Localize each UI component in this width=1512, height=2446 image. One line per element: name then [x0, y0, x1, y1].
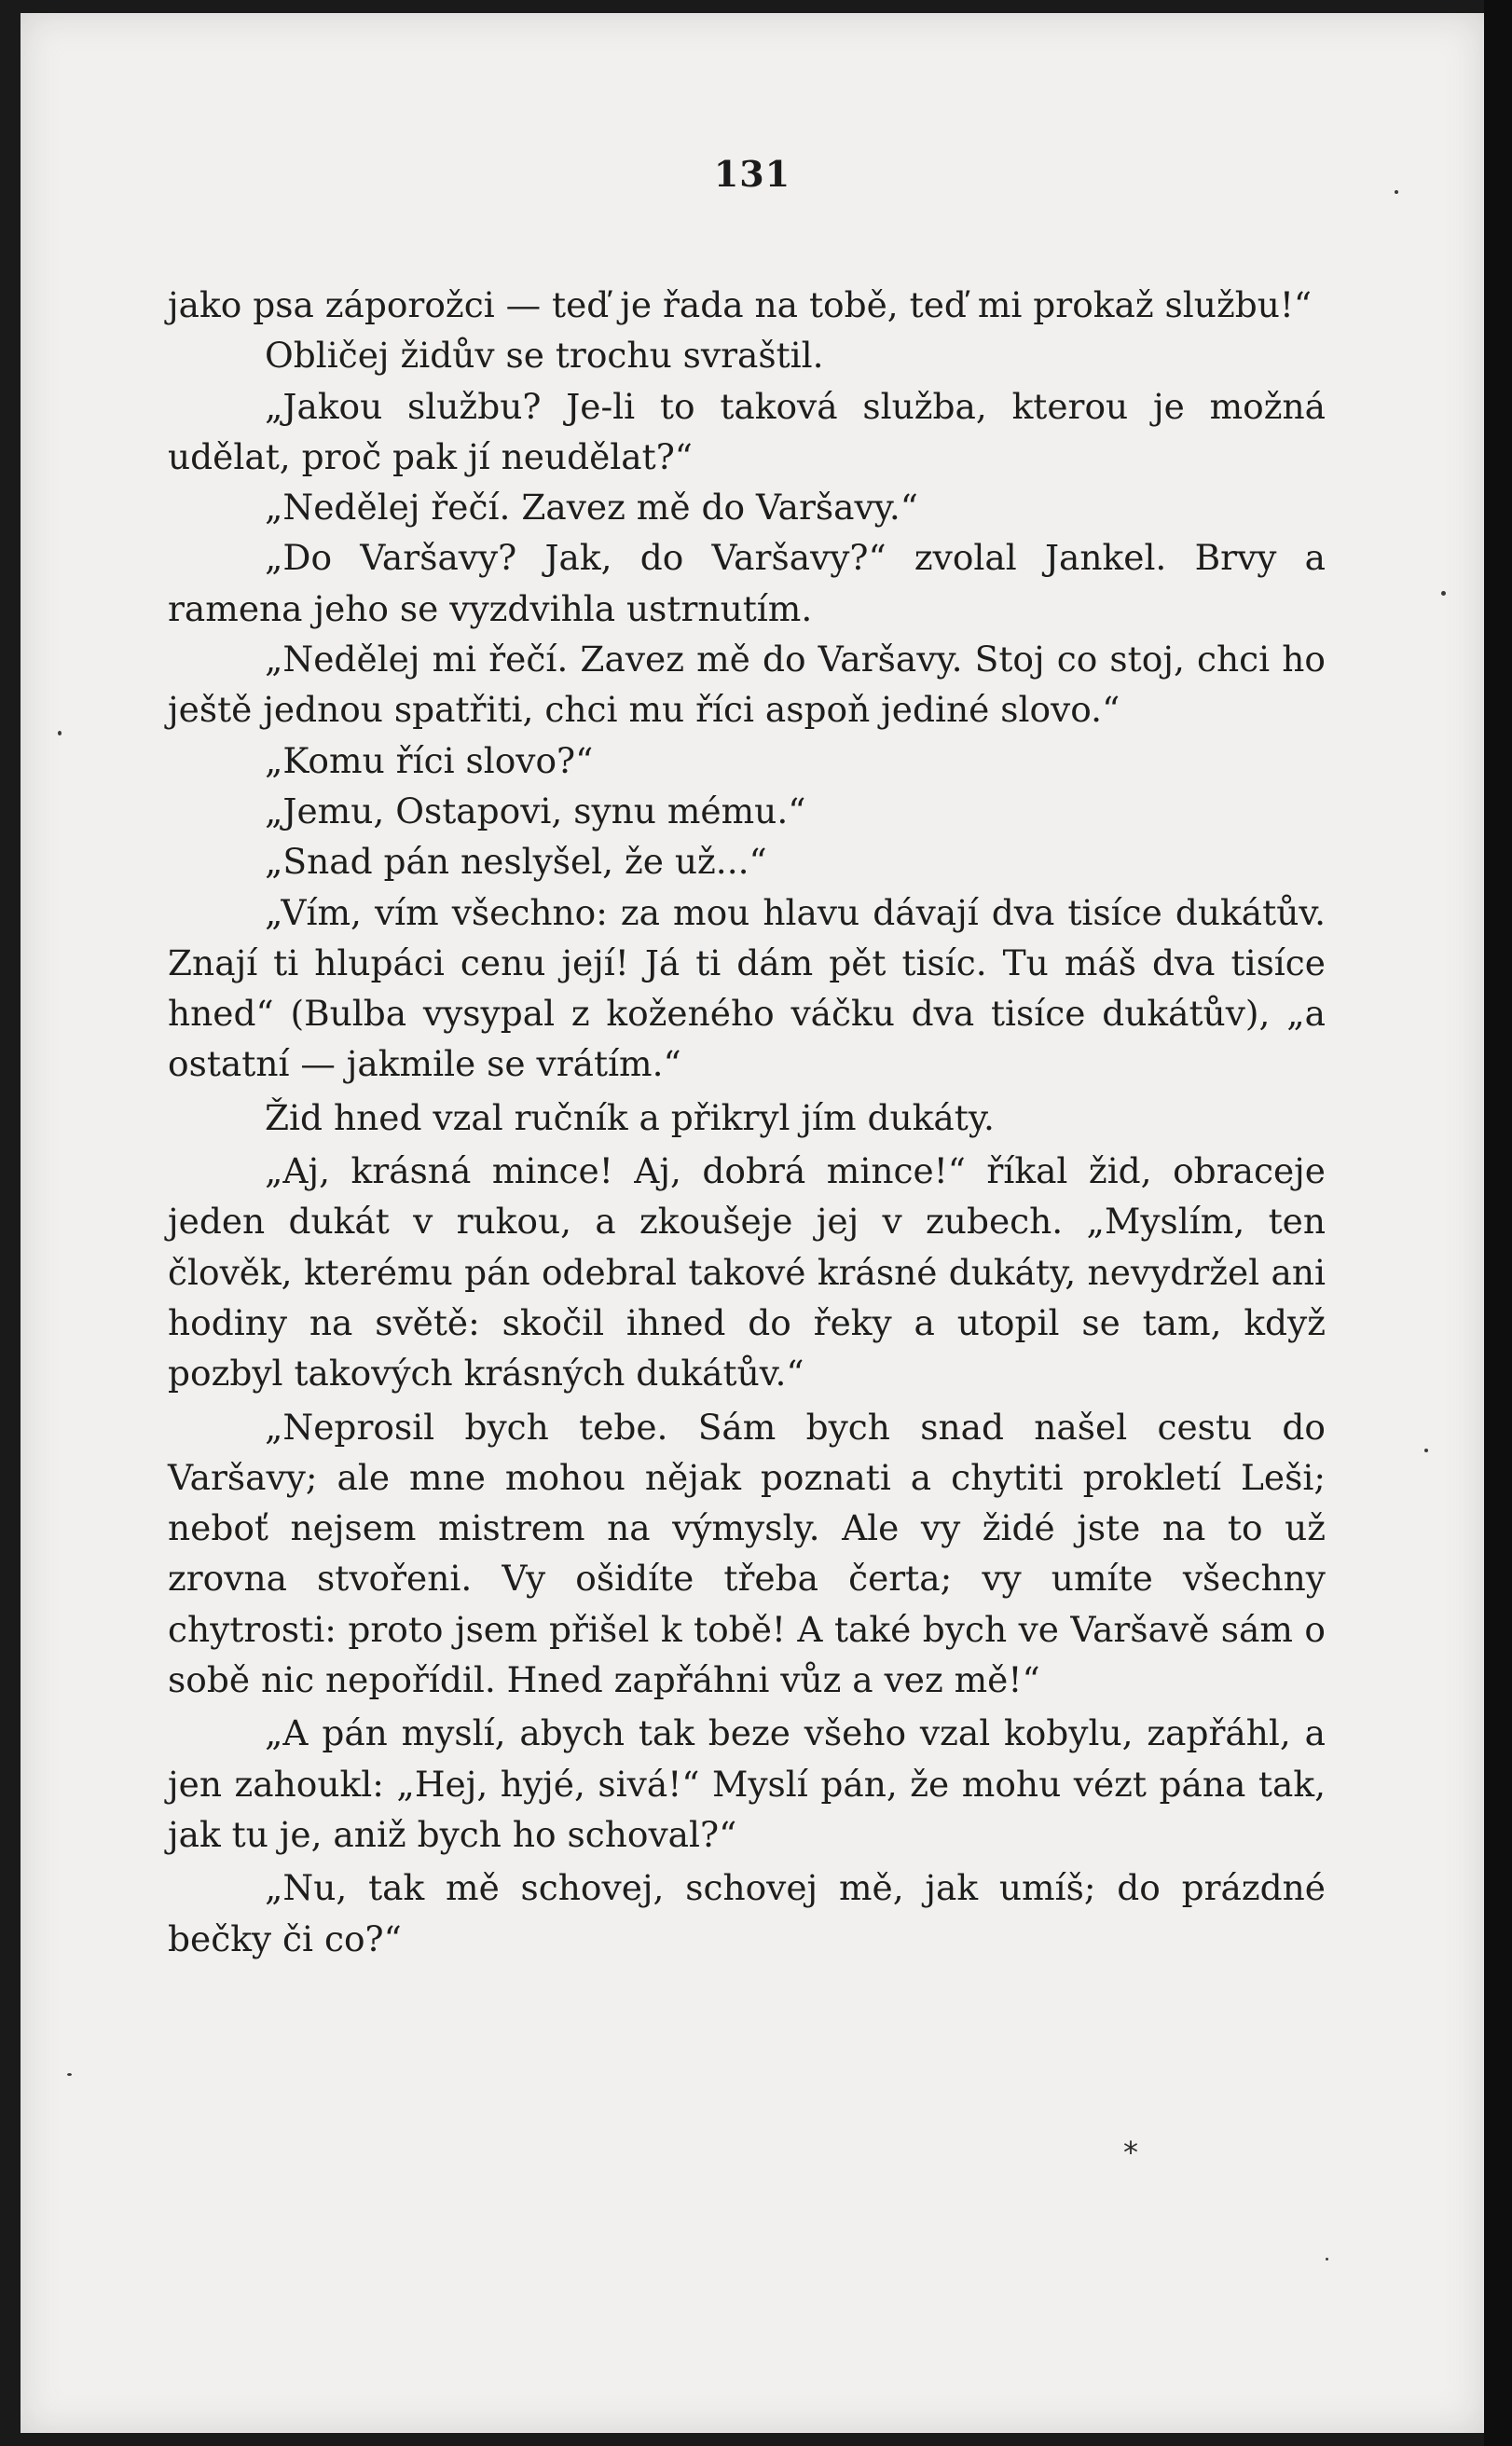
paragraph-5: „Do Varšavy? Jak, do Varšavy?“ zvolal Jankel. Brvy a ramena jeho se vyzdvihla ustrnutím.	[168, 537, 1326, 629]
paragraph-13: „Neprosil bych tebe. Sám bych snad našel cestu do Varšavy; ale mne mohou nějak poznati a chytiti prokletí Leši; neboť nejsem mistrem na výmysly. Ale vy židé jste na to už zrovna stvořeni. Vy ošidíte třeba čerta; vy umíte všechny chytrosti: proto jsem přišel k tobě! A také bych ve Varšavě sám o sobě nic nepořídil. Hned zapřáhni vůz a vez mě!“	[168, 1406, 1326, 1701]
paragraph-8: „Jemu, Ostapovi, synu mému.“	[265, 790, 806, 831]
ornament-mark: *	[1123, 2135, 1138, 2170]
paragraph-2: Obličej židův se trochu svraštil.	[265, 335, 824, 377]
scan-speck	[67, 2073, 72, 2076]
scan-speck	[1326, 2258, 1328, 2260]
body-text	[168, 280, 1326, 1964]
scan-edge	[1484, 0, 1512, 2446]
paragraph-10: „Vím, vím všechno: za mou hlavu dávají dva tisíce dukátův. Znají ti hlupáci cenu její! Já ti dám pět tisíc. Tu máš dva tisíce hned“ (Bulba vysypal z koženého váčku dva tisíce dukátův), „a ostatní — jakmile se vrátím.“	[168, 891, 1326, 1085]
scan-speck	[58, 731, 62, 735]
paragraph-9: „Snad pán neslyšel, že už...“	[265, 841, 767, 883]
scan-speck	[1424, 1449, 1428, 1452]
page-number: 131	[713, 153, 791, 195]
paragraph-4: „Nedělej řečí. Zavez mě do Varšavy.“	[265, 487, 918, 529]
book-page	[21, 13, 1484, 2433]
paragraph-14: „A pán myslí, abych tak beze všeho vzal kobylu, zapřáhl, a jen zahoukl: „Hej, hyjé, sivá!“ Myslí pán, že mohu vézt pána tak, jak tu je, aniž bych ho schoval?“	[168, 1712, 1326, 1855]
paragraph-6: „Nedělej mi řečí. Zavez mě do Varšavy. Stoj co stoj, chci ho ještě jednou spatřiti, chci mu říci aspoň jediné slovo.“	[168, 639, 1326, 731]
scan-speck	[1441, 591, 1446, 596]
scan-speck	[1395, 190, 1398, 194]
paragraph-7: „Komu říci slovo?“	[265, 739, 594, 781]
paragraph-15: „Nu, tak mě schovej, schovej mě, jak umíš; do prázdné bečky či co?“	[168, 1867, 1326, 1959]
paragraph-11: Žid hned vzal ručník a přikryl jím dukáty.	[265, 1096, 995, 1138]
paragraph-1: jako psa záporožci — teď je řada na tobě, teď mi prokaž službu!“	[168, 284, 1313, 325]
paragraph-3: „Jakou službu? Je-li to taková služba, kterou je možná udělat, proč pak jí neudělat?“	[168, 385, 1326, 477]
paragraph-12: „Aj, krásná mince! Aj, dobrá mince!“ říkal žid, obraceje jeden dukát v rukou, a zkoušeje jej v zubech. „Myslím, ten člověk, kterému pán odebral takové krásné dukáty, nevydržel ani hodiny na světě: skočil ihned do řeky a utopil se tam, když pozbyl takových krásných dukátův.“	[168, 1150, 1326, 1395]
